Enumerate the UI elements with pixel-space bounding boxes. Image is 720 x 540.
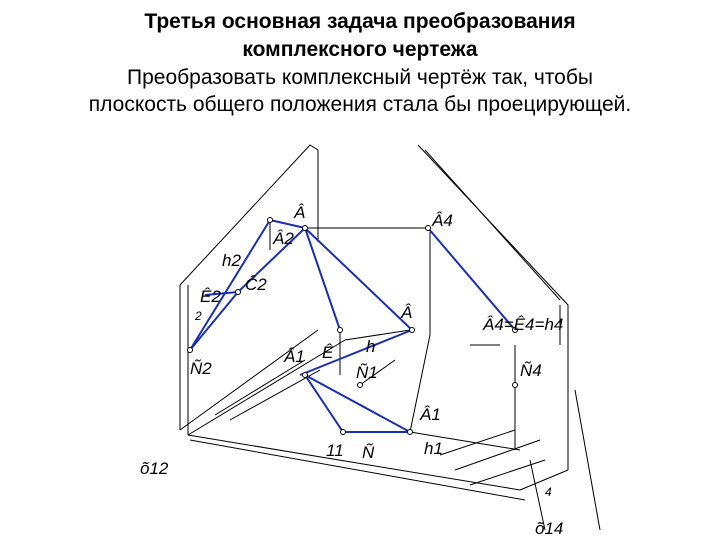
frame-left-axis [180, 330, 318, 430]
label-h-mid: h [366, 337, 376, 356]
subtitle-line-1: Преобразовать комплексный чертёж так, чтобы [127, 66, 593, 89]
label-e-mid: Ê [322, 343, 334, 362]
label-n2: Ñ2 [190, 359, 212, 378]
label-x14: õ14 [535, 519, 564, 538]
point-one1 [341, 430, 346, 435]
floor-hatch-3 [440, 430, 515, 455]
floor-hatch-1 [215, 360, 305, 415]
label-e2: Ê2 [200, 287, 221, 306]
label-a4: Â4 [432, 211, 453, 230]
point-n2 [188, 348, 193, 353]
labels [140, 203, 563, 538]
line-a-a1 [305, 228, 340, 330]
floor-line-3 [188, 435, 520, 490]
label-two: 2 [195, 309, 202, 323]
point-a [303, 226, 308, 231]
point-c2 [236, 290, 241, 295]
point-a2 [268, 218, 273, 223]
title-line-2: комплексного чертежа [242, 38, 478, 61]
label-four: 4 [545, 485, 552, 499]
label-a4e4h4: Â4=Ê4=h4 [483, 315, 564, 334]
label-a1-right: Â1 [420, 405, 441, 424]
label-top-point: Â [294, 203, 306, 222]
point-a-mid [410, 328, 415, 333]
line-a1-one1 [305, 375, 343, 432]
subtitle-line-2: плоскость общего положения стала бы проецирующей. [88, 93, 632, 116]
floor-hatch-6 [575, 390, 600, 530]
label-one1: 11 [326, 441, 344, 460]
floor-hatch-5 [470, 460, 545, 485]
plane-frame [180, 145, 600, 530]
label-x12: õ12 [140, 459, 169, 478]
label-h1: h1 [424, 439, 443, 458]
label-a-mid: Â [401, 303, 413, 322]
point-a1 [303, 373, 308, 378]
label-n-low: Ñ [362, 443, 375, 462]
title-line-1: Третья основная задача преобразования [144, 10, 576, 33]
line-a-amid [305, 228, 412, 330]
label-c2: Ĉ2 [245, 275, 267, 294]
point-a1-right [408, 430, 413, 435]
label-n1: Ñ1 [356, 363, 378, 382]
label-h2: h2 [222, 251, 241, 270]
label-a2: Â2 [273, 229, 294, 248]
floor-line-5 [190, 440, 525, 500]
point-n4 [513, 383, 518, 388]
label-a1: Â1 [284, 347, 305, 366]
label-n4: Ñ4 [520, 361, 542, 380]
point-n1 [358, 383, 363, 388]
floor-line-4 [520, 470, 568, 490]
point-a4 [426, 226, 431, 231]
point-e-mid [338, 328, 343, 333]
